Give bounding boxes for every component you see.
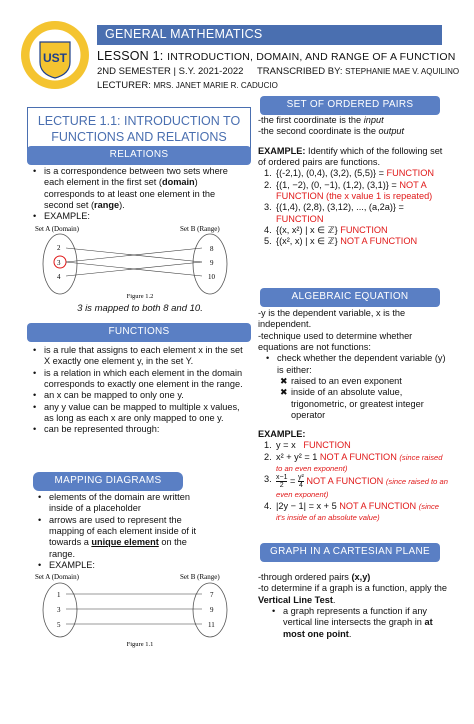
ordered-pairs-pill: SET OF ORDERED PAIRS	[260, 96, 440, 115]
lecturer-line: LECTURER: MRS. JANET MARIE R. CADUCIO	[97, 80, 278, 91]
figure-1-1-diagram	[30, 572, 250, 650]
mapped-note: 3 is mapped to both 8 and 10.	[77, 303, 203, 314]
fig11-b2: 9	[210, 606, 214, 614]
fig12-setb-label: Set B (Range)	[180, 225, 220, 233]
course-title-bar: GENERAL MATHEMATICS	[97, 25, 442, 45]
x-mark-icon: ✖	[280, 387, 288, 398]
lecture-title-box: LECTURE 1.1: INTRODUCTION TO FUNCTIONS AND RELATIONS	[27, 107, 251, 160]
lesson-title: LESSON 1: INTRODUCTION, DOMAIN, AND RANGE OF A FUNCTION	[97, 49, 456, 63]
x-mark-icon: ✖	[280, 375, 288, 386]
relations-pill: RELATIONS	[27, 146, 251, 165]
graph-text: -through ordered pairs (x,y) -to determine if a graph is a function, apply the Vertical Line Test. • a graph represents a function if any vertical line intersects the graph in at most one point.	[258, 572, 448, 640]
fig12-b3: 10	[208, 273, 215, 281]
functions-text	[33, 345, 247, 436]
relations-example-label: • EXAMPLE:	[33, 211, 247, 222]
fig12-seta-label: Set A (Domain)	[35, 225, 79, 233]
mp-bullet: • arrows are used to represent the mapping of each element inside of it towards a unique element on the range.	[38, 515, 210, 560]
fig11-b1: 7	[210, 591, 214, 599]
figure-1-2-diagram	[30, 224, 250, 300]
functions-pill: FUNCTIONS	[27, 323, 251, 342]
fn-bullet: • is a relation in which each element in the domain corresponds to exactly one element in the range.	[33, 368, 247, 391]
relations-text	[33, 166, 247, 223]
fig12-b1: 8	[210, 245, 214, 253]
fig11-caption: Figure 1.1	[126, 641, 154, 648]
fn-bullet: • can be represented through:	[33, 424, 247, 435]
algebraic-equation-pill: ALGEBRAIC EQUATION	[260, 288, 440, 307]
fig11-a2: 3	[57, 606, 61, 614]
fig11-a1: 1	[57, 591, 61, 599]
relations-def: • is a correspondence between two sets where each element in the first set (domain) corresponds to at least one element in the second set (range).	[33, 166, 247, 211]
fig12-a1: 2	[57, 244, 61, 252]
fig11-b3: 11	[208, 621, 215, 629]
school-logo	[20, 20, 90, 90]
mp-bullet: • elements of the domain are written inside of a placeholder	[38, 492, 210, 515]
fn-bullet: • an x can be mapped to only one y.	[33, 390, 247, 401]
fig11-a3: 5	[57, 621, 61, 629]
fn-bullet: • any y value can be mapped to multiple x values, as long as each x are only mapped to one y.	[33, 402, 247, 425]
graph-bullet: • a graph represents a function if any vertical line intersects the graph in at most one point.	[272, 606, 448, 640]
algebraic-text: -y is the dependent variable, x is the independent. -technique used to determine whether equations are not functions: • check whether the dependent variable (y) is either: ✖ raised to an even exponent ✖ inside of an absolute value, trigonometric, or greatest integer operator EXAMPLE: 1. y = x FUNCTION 2. x² + y² = 1 NOT A FUNCTION (since raised to an even exponent) 3. $\frac{x-1}{2}$ = $\frac{\text{y²}}{4}$ NOT A FUNCTION (since raised to an even exponent) 4. |2y − 1| = x + 5 NOT A FUNCTION (since it's inside of an absolute value)	[258, 308, 448, 523]
mapping-diagrams-pill: MAPPING DIAGRAMS	[33, 472, 183, 491]
alg-bullet: • check whether the dependent variable (y) is either:	[266, 353, 448, 376]
fig12-a2: 3	[57, 259, 61, 267]
logo-mark: UST	[43, 51, 67, 65]
mapping-text	[38, 492, 210, 571]
fig11-setb-label: Set B (Range)	[180, 573, 220, 581]
ordered-pairs-text: -the first coordinate is the input -the second coordinate is the output EXAMPLE: Identify which of the following set of ordered pairs are functions. 1. {(-2,1), (0,4), (3,2), (5,5)} = FUNCTION 2. {(1, −2), (0, −1), (1,2), (3,1)} = NOT A FUNCTION (the x value 1 is repeated) 3. {(1,4), (2,8), (3,12), ..., (a,2a)} = FUNCTION 4. {(x, x²) | x ∈ ℤ} FUNCTION 5. {(x², x) | x ∈ ℤ} NOT A FUNCTION	[258, 115, 443, 247]
fig12-a3: 4	[57, 273, 61, 281]
graph-cartesian-pill: GRAPH IN A CARTESIAN PLANE	[260, 543, 440, 562]
fig12-caption: Figure 1.2	[126, 293, 154, 300]
fn-bullet: • is a rule that assigns to each element x in the set X exactly one element y, in the set Y.	[33, 345, 247, 368]
semester-line: 2ND SEMESTER | S.Y. 2021-2022 TRANSCRIBED BY: STEPHANIE MAE V. AQUILINO	[97, 66, 460, 77]
fig12-b2: 9	[210, 259, 214, 267]
fig11-seta-label: Set A (Domain)	[35, 573, 79, 581]
mp-example-label: • EXAMPLE:	[38, 560, 210, 571]
